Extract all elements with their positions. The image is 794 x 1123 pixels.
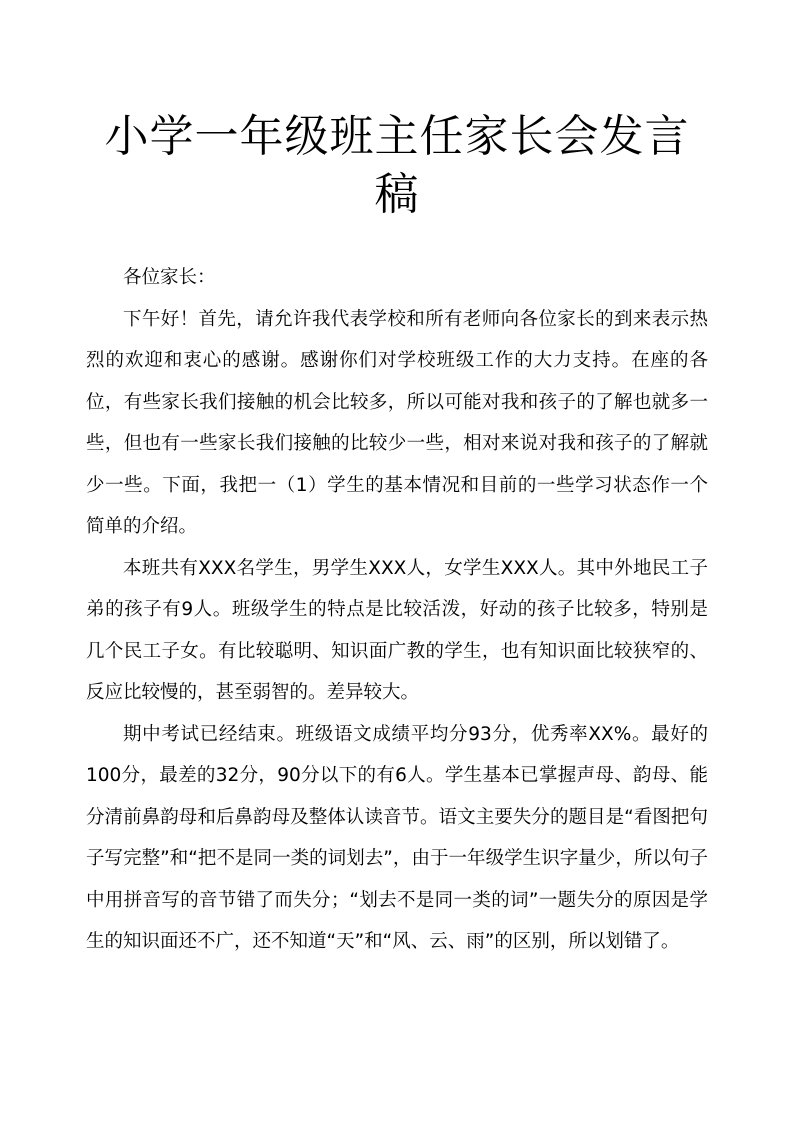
class-overview-paragraph: 本班共有XXX名学生，男学生XXX人，女学生XXX人。其中外地民工子弟的孩子有9人。班级学生的特点是比较活泼，好动的孩子比较多，特别是几个民工子女。有比较聪明、知识面广教的学生，也有知识面比较狭窄的、反应比较慢的，甚至弱智的。差异较大。 — [86, 557, 708, 703]
greeting-paragraph: 下午好！首先，请允许我代表学校和所有老师向各位家长的到来表示热烈的欢迎和衷心的感谢。感谢你们对学校班级工作的大力支持。在座的各位，有些家长我们接触的机会比较多，所以可能对我和孩子的了解也就多一些，但也有一些家长我们接触的比较少一些，相对来说对我和孩子的了解就少一些。下面，我把一（1）学生的基本情况和目前的一些学习状态作一个简单的介绍。 — [86, 308, 708, 537]
document-body — [86, 257, 708, 963]
document-title: 小学一年级班主任家长会发言稿 — [104, 111, 690, 220]
exam-results-paragraph: 期中考试已经结束。班级语文成绩平均分93分，优秀率XX%。最好的100分，最差的32分，90分以下的有6人。学生基本已掌握声母、韵母、能分清前鼻韵母和后鼻韵母及整体认读音节。语文主要失分的题目是“看图把句子写完整”和“把不是同一类的词划去”，由于一年级学生识字量少，所以句子中用拼音写的音节错了而失分；“划去不是同一类的词”一题失分的原因是学生的知识面还不广，还不知道“天”和“风、云、雨”的区别，所以划错了。 — [86, 723, 708, 952]
salutation-paragraph: 各位家长： — [123, 267, 216, 288]
